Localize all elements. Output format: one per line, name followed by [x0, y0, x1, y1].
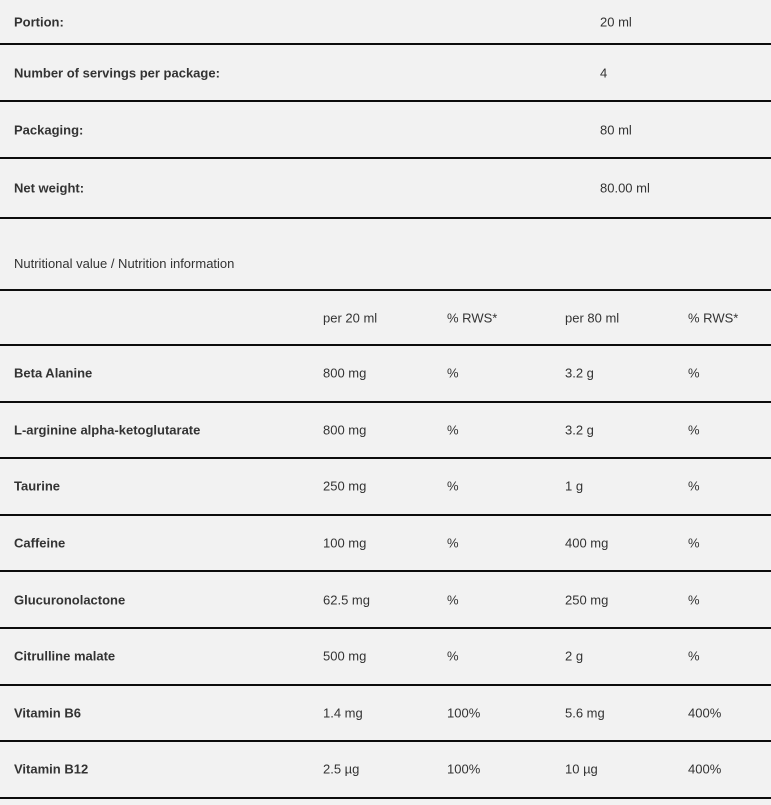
nutrition-section: [0, 219, 771, 799]
nutrient-rws-serving: %: [447, 592, 459, 608]
nutrient-row-beta-alanine: [0, 346, 771, 403]
nutrition-caption-row: [0, 219, 771, 291]
net-weight-label: Net weight:: [14, 180, 85, 196]
nutrient-per-serving: 62.5 mg: [323, 592, 370, 608]
col-header-rws-serving: % RWS*: [447, 310, 498, 325]
nutrient-rws-serving: 100%: [447, 761, 481, 777]
nutrient-per-serving: 800 mg: [323, 422, 367, 438]
nutrient-per-package: 10 µg: [565, 761, 598, 777]
servings-value: 4: [600, 65, 608, 80]
col-header-per-serving: per 20 ml: [323, 310, 378, 325]
nutrient-per-serving: 2.5 µg: [323, 761, 360, 777]
nutrient-name: Taurine: [14, 478, 60, 494]
nutrient-rws-serving: %: [447, 648, 459, 664]
col-header-rws-package: % RWS*: [688, 310, 739, 325]
nutrient-name: L-arginine alpha-ketoglutarate: [14, 422, 201, 438]
info-row-packaging: [0, 102, 771, 159]
nutrient-rws-package: %: [688, 365, 700, 381]
product-info-section: [0, 0, 771, 219]
nutrient-name: Vitamin B12: [14, 761, 89, 777]
nutrient-name: Vitamin B6: [14, 705, 81, 721]
nutrient-per-package: 3.2 g: [565, 365, 594, 381]
nutrient-rws-package: %: [688, 535, 700, 551]
nutrient-name: Citrulline malate: [14, 648, 116, 664]
nutrient-rws-package: %: [688, 592, 700, 608]
nutrient-name: Beta Alanine: [14, 365, 93, 381]
nutrient-per-package: 5.6 mg: [565, 705, 605, 721]
nutrient-rws-package: 400%: [688, 761, 722, 777]
col-header-per-package: per 80 ml: [565, 310, 620, 325]
net-weight-value: 80.00 ml: [600, 180, 650, 196]
nutrient-row-glucuronolactone: [0, 572, 771, 629]
nutrient-rws-serving: %: [447, 535, 459, 551]
nutrient-per-serving: 1.4 mg: [323, 705, 363, 721]
portion-value: 20 ml: [600, 14, 632, 29]
nutrient-row-caffeine: [0, 516, 771, 573]
nutrient-per-serving: 100 mg: [323, 535, 367, 551]
nutrient-row-vitamin-b6: [0, 686, 771, 743]
nutrient-row-l-arginine: [0, 403, 771, 460]
nutrient-per-package: 400 mg: [565, 535, 609, 551]
servings-label: Number of servings per package:: [14, 65, 220, 80]
nutrient-row-taurine: [0, 459, 771, 516]
nutrient-row-citrulline-malate: [0, 629, 771, 686]
packaging-value: 80 ml: [600, 122, 632, 137]
nutrient-rws-serving: %: [447, 422, 459, 438]
info-row-portion: [0, 0, 771, 45]
nutrient-rws-package: 400%: [688, 705, 722, 721]
nutrient-per-package: 250 mg: [565, 592, 609, 608]
info-row-net-weight: [0, 159, 771, 219]
nutrient-per-package: 3.2 g: [565, 422, 594, 438]
portion-label: Portion:: [14, 14, 64, 29]
nutrient-name: Caffeine: [14, 535, 66, 551]
info-row-servings: [0, 45, 771, 102]
nutrient-per-package: 1 g: [565, 478, 584, 494]
nutrient-row-vitamin-b12: [0, 742, 771, 799]
nutrient-rws-serving: 100%: [447, 705, 481, 721]
nutrition-section-title: Nutritional value / Nutrition information: [14, 256, 235, 271]
nutrient-rws-serving: %: [447, 365, 459, 381]
nutrient-rws-package: %: [688, 648, 700, 664]
nutrient-rws-package: %: [688, 422, 700, 438]
nutrient-per-serving: 800 mg: [323, 365, 367, 381]
nutrient-rws-package: %: [688, 478, 700, 494]
nutrition-header-row: [0, 291, 771, 346]
nutrient-rws-serving: %: [447, 478, 459, 494]
nutrient-per-serving: 250 mg: [323, 478, 367, 494]
nutrient-name: Glucuronolactone: [14, 592, 126, 608]
nutrient-per-package: 2 g: [565, 648, 584, 664]
nutrient-per-serving: 500 mg: [323, 648, 367, 664]
packaging-label: Packaging:: [14, 122, 84, 137]
